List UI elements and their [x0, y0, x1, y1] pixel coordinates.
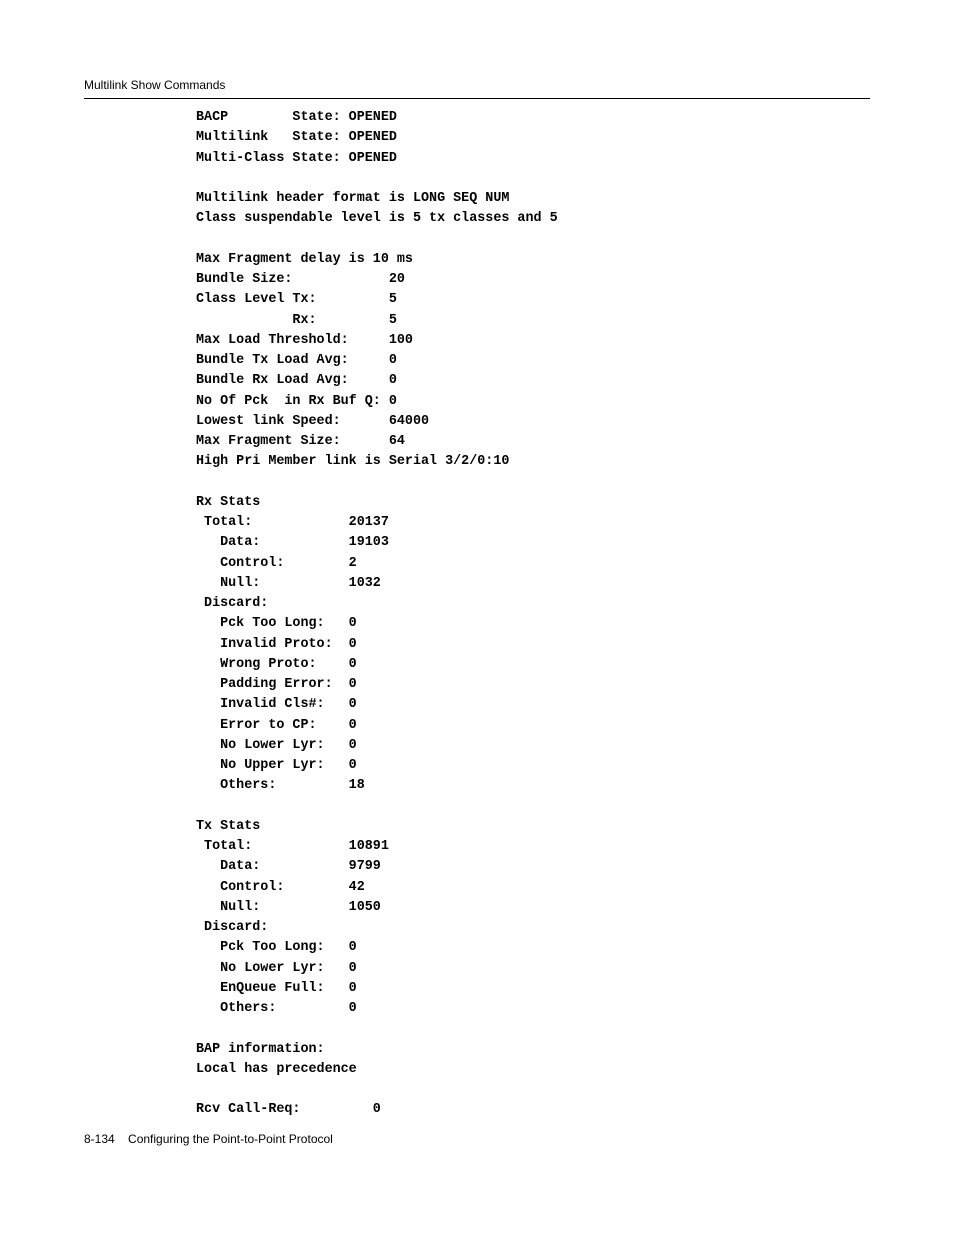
running-header: Multilink Show Commands — [84, 78, 226, 92]
output-line: Error to CP: 0 — [196, 717, 357, 733]
command-output-block — [196, 108, 558, 1121]
output-line: High Pri Member link is Serial 3/2/0:10 — [196, 454, 510, 470]
output-line: Pck Too Long: 0 — [196, 940, 357, 956]
blank-line — [196, 1019, 558, 1039]
output-line: Discard: — [196, 596, 269, 611]
output-line: Total: 10891 — [196, 839, 389, 854]
output-line: Others: 18 — [196, 778, 365, 794]
header-rule — [84, 98, 870, 99]
output-line: Local has precedence — [196, 1061, 357, 1077]
output-line: Rcv Call-Req: 0 — [196, 1102, 381, 1118]
output-line: Invalid Proto: 0 — [196, 636, 357, 652]
output-line: Multi-Class State: OPENED — [196, 150, 397, 166]
output-line: Bundle Size: 20 — [196, 272, 405, 287]
output-line: Multilink State: OPENED — [196, 130, 397, 146]
blank-line — [196, 230, 558, 250]
output-line: Wrong Proto: 0 — [196, 656, 357, 672]
output-line: Max Fragment Size: 64 — [196, 434, 405, 449]
output-line: Rx Stats — [196, 494, 261, 510]
output-line: Lowest link Speed: 64000 — [196, 413, 430, 429]
output-line: Multilink header format is LONG SEQ NUM — [196, 191, 510, 206]
blank-line — [196, 1080, 558, 1100]
output-line: Invalid Cls#: 0 — [196, 697, 357, 713]
output-line: Bundle Rx Load Avg: 0 — [196, 373, 397, 389]
output-line: Null: 1050 — [196, 899, 381, 915]
output-line: Class Level Tx: 5 — [196, 292, 397, 308]
output-line: No Lower Lyr: 0 — [196, 960, 357, 976]
output-line: Total: 20137 — [196, 515, 389, 530]
blank-line — [196, 797, 558, 817]
output-line: Data: 9799 — [196, 859, 381, 875]
running-footer — [84, 1132, 333, 1147]
output-line: Bundle Tx Load Avg: 0 — [196, 353, 397, 368]
output-line: Control: 42 — [196, 879, 365, 895]
output-line: Pck Too Long: 0 — [196, 616, 357, 632]
output-line: No Lower Lyr: 0 — [196, 737, 357, 753]
output-line: No Upper Lyr: 0 — [196, 758, 357, 773]
output-line: Rx: 5 — [196, 312, 397, 328]
output-line: Others: 0 — [196, 1001, 357, 1016]
page-number: 8-134 — [84, 1132, 115, 1146]
output-line: Padding Error: 0 — [196, 677, 357, 692]
output-line: BACP State: OPENED — [196, 110, 397, 125]
blank-line — [196, 169, 558, 189]
output-line: Tx Stats — [196, 818, 261, 834]
output-line: Null: 1032 — [196, 575, 381, 591]
output-line: BAP information: — [196, 1041, 325, 1057]
output-line: Discard: — [196, 920, 269, 935]
output-line: Control: 2 — [196, 555, 357, 571]
blank-line — [196, 473, 558, 493]
chapter-title: Configuring the Point-to-Point Protocol — [128, 1132, 333, 1146]
output-line: EnQueue Full: 0 — [196, 980, 357, 996]
output-line: Data: 19103 — [196, 535, 389, 551]
output-line: Max Fragment delay is 10 ms — [196, 251, 413, 267]
output-line: No Of Pck in Rx Buf Q: 0 — [196, 393, 397, 409]
output-line: Class suspendable level is 5 tx classes and 5 — [196, 211, 558, 227]
output-line: Max Load Threshold: 100 — [196, 332, 413, 348]
